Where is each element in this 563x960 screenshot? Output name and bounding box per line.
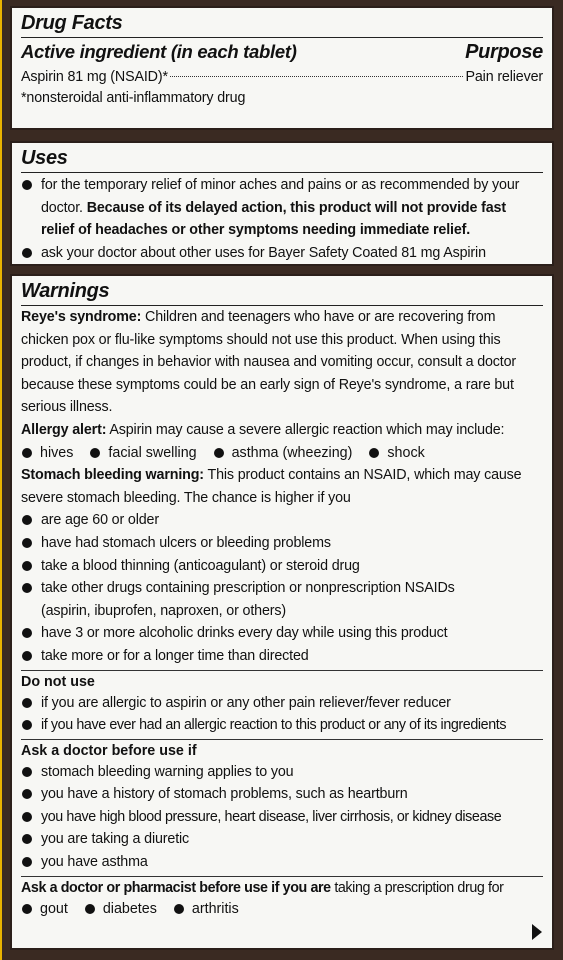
ask-doctor-title: Ask a doctor before use if bbox=[21, 742, 197, 759]
list-item bbox=[21, 714, 543, 737]
uses-item-1-line-2: doctor. bbox=[41, 199, 83, 216]
reye-line-2: chicken pox or flu-like symptoms should not use this product. When using this bbox=[21, 331, 501, 348]
reye-line-5: serious illness. bbox=[21, 399, 113, 416]
active-ingredient-header bbox=[21, 41, 543, 64]
leader-dots bbox=[170, 76, 464, 77]
do-not-use-item: if you have ever had an allergic reaction to this product or any of its ingredients bbox=[41, 717, 507, 734]
bullet-icon bbox=[90, 448, 100, 458]
reye-line-1: Children and teenagers who have or are recovering from bbox=[145, 309, 496, 325]
warnings-panel bbox=[10, 274, 554, 950]
list-item bbox=[21, 851, 543, 874]
stomach-item: are age 60 or older bbox=[41, 512, 159, 529]
bullet-icon bbox=[22, 698, 32, 708]
list-item bbox=[89, 442, 196, 465]
bullet-icon bbox=[22, 720, 32, 730]
ingredient-purpose: Pain reliever bbox=[465, 69, 543, 85]
allergy-item-facial-swelling: facial swelling bbox=[108, 444, 197, 461]
reye-syndrome-warning bbox=[21, 306, 543, 419]
list-item bbox=[21, 806, 543, 829]
do-not-use-item: if you are allergic to aspirin or any other pain reliever/fever reducer bbox=[41, 694, 451, 711]
bullet-icon bbox=[174, 904, 184, 914]
stomach-line-1: This product contains an NSAID, which may cause bbox=[207, 467, 522, 484]
bullet-icon bbox=[22, 538, 32, 548]
uses-item-2: ask your doctor about other uses for Bayer Safety Coated 81 mg Aspirin bbox=[41, 244, 486, 261]
drug-facts-panel bbox=[10, 6, 554, 130]
bullet-icon bbox=[369, 448, 379, 458]
ask-doctor-item: you have a history of stomach problems, such as heartburn bbox=[41, 786, 408, 803]
ingredient-name: Aspirin 81 mg (NSAID)* bbox=[21, 69, 168, 85]
bullet-icon bbox=[22, 583, 32, 593]
list-item bbox=[21, 442, 73, 465]
uses-title: Uses bbox=[21, 147, 68, 169]
bullet-icon bbox=[22, 904, 32, 914]
uses-item-1-bold-1: Because of its delayed action, this product will not provide fast bbox=[86, 199, 506, 216]
reye-label: Reye's syndrome: bbox=[21, 309, 142, 325]
active-ingredient-heading: Active ingredient (in each tablet) bbox=[21, 41, 297, 62]
stomach-item: take more or for a longer time than directed bbox=[41, 647, 309, 664]
ask-doctor-item: you are taking a diuretic bbox=[41, 831, 190, 848]
list-item bbox=[173, 898, 239, 921]
list-item bbox=[21, 622, 543, 645]
reye-line-3: product, if changes in behavior with nausea and vomiting occur, consult a doctor bbox=[21, 354, 517, 371]
bullet-icon bbox=[22, 515, 32, 525]
allergy-item-asthma: asthma (wheezing) bbox=[231, 444, 353, 461]
stomach-item: take a blood thinning (anticoagulant) or steroid drug bbox=[41, 557, 360, 574]
ingredient-row bbox=[21, 66, 543, 89]
list-item bbox=[84, 898, 157, 921]
allergy-item-shock: shock bbox=[387, 444, 425, 461]
warnings-title: Warnings bbox=[21, 280, 110, 302]
drug-facts-title: Drug Facts bbox=[21, 12, 123, 34]
stomach-item: have had stomach ulcers or bleeding problems bbox=[41, 534, 331, 551]
list-item bbox=[21, 509, 543, 532]
bullet-icon bbox=[22, 857, 32, 867]
bullet-icon bbox=[22, 561, 32, 571]
bullet-icon bbox=[22, 767, 32, 777]
divider bbox=[21, 172, 543, 173]
continue-arrow-icon bbox=[532, 924, 542, 940]
stomach-label: Stomach bleeding warning: bbox=[21, 467, 204, 484]
list-item bbox=[21, 577, 543, 622]
list-item bbox=[21, 555, 543, 578]
do-not-use-title: Do not use bbox=[21, 673, 95, 690]
list-item bbox=[213, 442, 353, 465]
stomach-item: take other drugs containing prescription or nonprescription NSAIDs bbox=[41, 580, 455, 597]
bullet-icon bbox=[22, 448, 32, 458]
bullet-icon bbox=[22, 834, 32, 844]
allergy-items bbox=[21, 442, 543, 465]
pharm-item-arthritis: arthritis bbox=[191, 900, 239, 917]
footnote: *nonsteroidal anti-inflammatory drug bbox=[21, 89, 246, 106]
allergy-label: Allergy alert: bbox=[21, 421, 107, 438]
divider bbox=[21, 670, 543, 671]
ask-pharmacist-text: taking a prescription drug for bbox=[334, 879, 504, 896]
stomach-item: have 3 or more alcoholic drinks every day while using this product bbox=[41, 625, 448, 642]
ask-pharmacist-items bbox=[21, 898, 543, 921]
ask-pharmacist-label: Ask a doctor or pharmacist before use if you are bbox=[21, 879, 331, 896]
uses-panel bbox=[10, 141, 554, 266]
stomach-line-2: severe stomach bleeding. The chance is higher if you bbox=[21, 489, 351, 506]
ask-doctor-item: you have high blood pressure, heart disease, liver cirrhosis, or kidney disease bbox=[41, 808, 502, 825]
divider bbox=[21, 876, 543, 877]
list-item bbox=[21, 174, 543, 242]
bullet-icon bbox=[22, 180, 32, 190]
list-item bbox=[21, 692, 543, 715]
ask-doctor-item: stomach bleeding warning applies to you bbox=[41, 763, 294, 780]
stomach-bleeding-warning bbox=[21, 464, 543, 509]
pharm-item-gout: gout bbox=[40, 900, 68, 917]
pharm-item-diabetes: diabetes bbox=[102, 900, 157, 917]
uses-item-1-bold-2: relief of headaches or other symptoms needing immediate relief. bbox=[41, 222, 471, 239]
stomach-item-continued: (aspirin, ibuprofen, naproxen, or others) bbox=[41, 602, 286, 619]
list-item bbox=[21, 828, 543, 851]
uses-item-1-line-1: for the temporary relief of minor aches and pains or as recommended by your bbox=[41, 177, 520, 193]
bullet-icon bbox=[22, 248, 32, 258]
allergy-item-hives: hives bbox=[40, 444, 74, 461]
bullet-icon bbox=[22, 628, 32, 638]
divider bbox=[21, 37, 543, 38]
ask-pharmacist-line bbox=[21, 878, 543, 898]
list-item bbox=[21, 242, 543, 265]
allergy-alert bbox=[21, 419, 543, 442]
list-item bbox=[21, 783, 543, 806]
purpose-heading: Purpose bbox=[465, 41, 543, 63]
list-item bbox=[21, 761, 543, 784]
bullet-icon bbox=[22, 651, 32, 661]
list-item bbox=[368, 442, 424, 465]
ask-doctor-item: you have asthma bbox=[41, 854, 148, 871]
bullet-icon bbox=[214, 448, 224, 458]
bullet-icon bbox=[22, 789, 32, 799]
bullet-icon bbox=[85, 904, 95, 914]
list-item bbox=[21, 898, 68, 921]
reye-line-4: because these symptoms could be an early sign of Reye's syndrome, a rare but bbox=[21, 376, 514, 393]
bullet-icon bbox=[22, 812, 32, 822]
allergy-text: Aspirin may cause a severe allergic reaction which may include: bbox=[109, 421, 505, 438]
list-item bbox=[21, 645, 543, 668]
list-item bbox=[21, 532, 543, 555]
divider bbox=[21, 739, 543, 740]
